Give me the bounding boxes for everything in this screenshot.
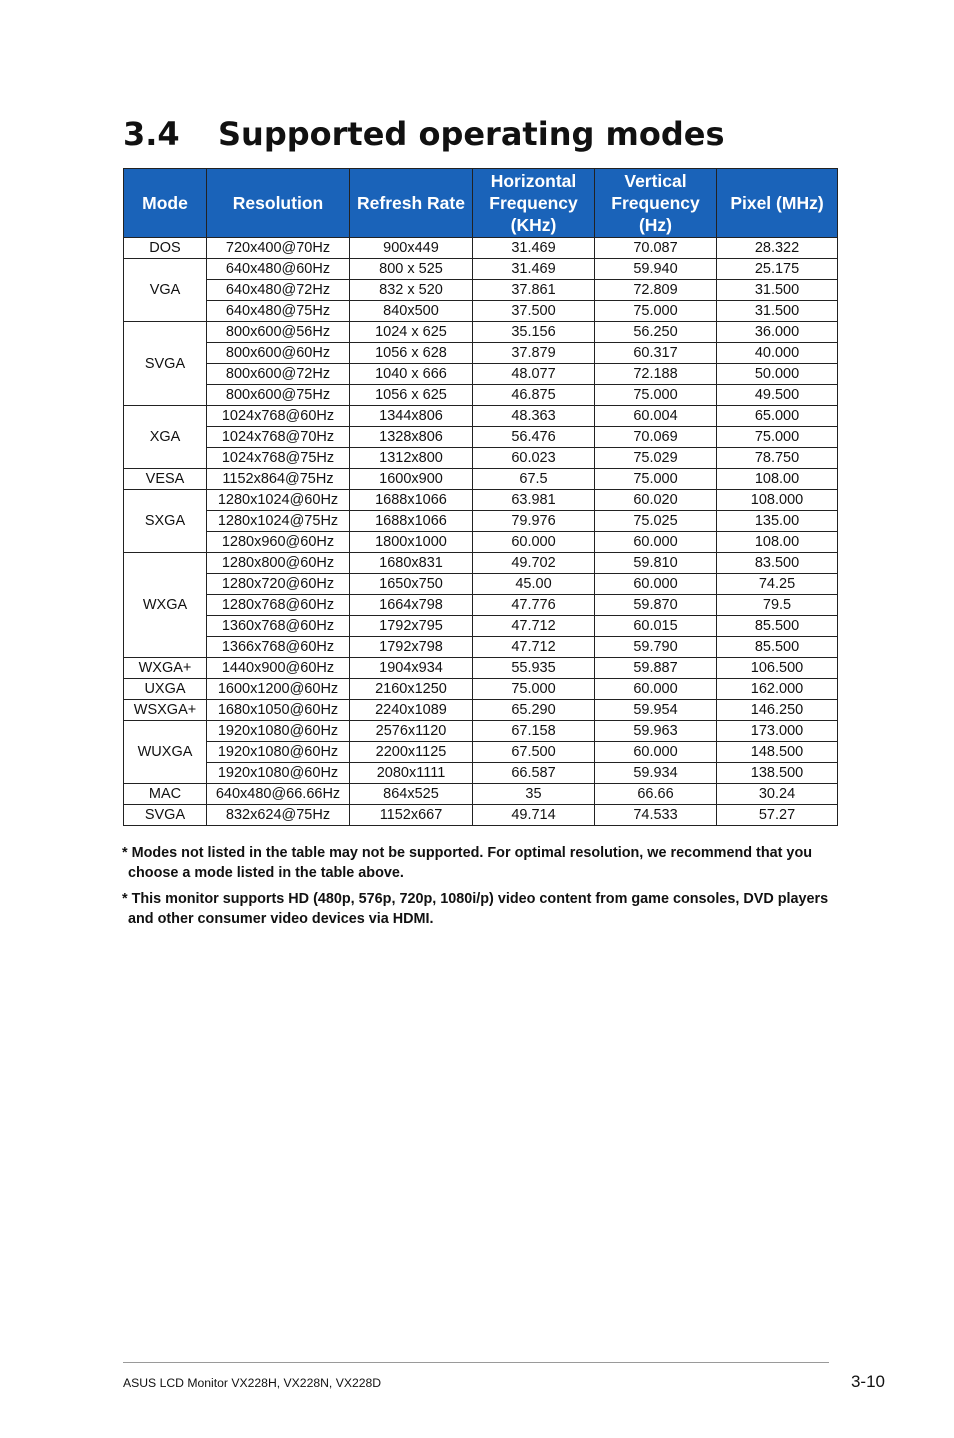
cell-resolution: 1366x768@60Hz [207, 637, 350, 658]
table-header [124, 169, 838, 238]
cell-pixel: 28.322 [717, 238, 838, 259]
cell-refresh-rate: 1800x1000 [350, 532, 473, 553]
cell-refresh-rate: 2240x1089 [350, 700, 473, 721]
table-row [124, 532, 838, 553]
cell-vertical-frequency: 59.963 [595, 721, 717, 742]
cell-refresh-rate: 1688x1066 [350, 490, 473, 511]
table-row [124, 784, 838, 805]
cell-pixel: 74.25 [717, 574, 838, 595]
cell-refresh-rate: 1056 x 625 [350, 385, 473, 406]
cell-pixel: 106.500 [717, 658, 838, 679]
table-row [124, 364, 838, 385]
cell-pixel: 40.000 [717, 343, 838, 364]
cell-horizontal-frequency: 63.981 [473, 490, 595, 511]
table-row [124, 721, 838, 742]
cell-horizontal-frequency: 67.158 [473, 721, 595, 742]
cell-horizontal-frequency: 67.5 [473, 469, 595, 490]
cell-vertical-frequency: 70.087 [595, 238, 717, 259]
table-row [124, 595, 838, 616]
header-resolution: Resolution [207, 169, 350, 238]
cell-refresh-rate: 2200x1125 [350, 742, 473, 763]
cell-mode: WSXGA+ [124, 700, 207, 721]
cell-vertical-frequency: 60.000 [595, 574, 717, 595]
cell-resolution: 1440x900@60Hz [207, 658, 350, 679]
header-vertical-frequency: Vertical Frequency (Hz) [595, 169, 717, 238]
cell-pixel: 50.000 [717, 364, 838, 385]
cell-refresh-rate: 1024 x 625 [350, 322, 473, 343]
cell-vertical-frequency: 59.810 [595, 553, 717, 574]
cell-horizontal-frequency: 56.476 [473, 427, 595, 448]
cell-horizontal-frequency: 79.976 [473, 511, 595, 532]
cell-vertical-frequency: 60.000 [595, 532, 717, 553]
cell-horizontal-frequency: 55.935 [473, 658, 595, 679]
table-row [124, 553, 838, 574]
cell-resolution: 1024x768@70Hz [207, 427, 350, 448]
table-row [124, 490, 838, 511]
cell-resolution: 1680x1050@60Hz [207, 700, 350, 721]
cell-resolution: 640x480@72Hz [207, 280, 350, 301]
section-title: Supported operating modes [218, 115, 725, 153]
cell-refresh-rate: 900x449 [350, 238, 473, 259]
cell-vertical-frequency: 60.000 [595, 679, 717, 700]
cell-vertical-frequency: 75.000 [595, 385, 717, 406]
cell-vertical-frequency: 74.533 [595, 805, 717, 826]
table-row [124, 280, 838, 301]
cell-pixel: 79.5 [717, 595, 838, 616]
cell-pixel: 148.500 [717, 742, 838, 763]
cell-resolution: 800x600@72Hz [207, 364, 350, 385]
cell-refresh-rate: 1600x900 [350, 469, 473, 490]
cell-pixel: 49.500 [717, 385, 838, 406]
cell-resolution: 1280x1024@75Hz [207, 511, 350, 532]
cell-vertical-frequency: 60.317 [595, 343, 717, 364]
cell-pixel: 31.500 [717, 280, 838, 301]
cell-pixel: 25.175 [717, 259, 838, 280]
header-refresh-rate: Refresh Rate [350, 169, 473, 238]
cell-refresh-rate: 840x500 [350, 301, 473, 322]
cell-vertical-frequency: 75.000 [595, 469, 717, 490]
table-row [124, 658, 838, 679]
footer-divider [123, 1362, 829, 1363]
section-number: 3.4 [123, 115, 180, 153]
cell-refresh-rate: 1344x806 [350, 406, 473, 427]
cell-vertical-frequency: 60.004 [595, 406, 717, 427]
cell-refresh-rate: 1904x934 [350, 658, 473, 679]
cell-vertical-frequency: 75.029 [595, 448, 717, 469]
cell-mode: WUXGA [124, 721, 207, 784]
cell-pixel: 65.000 [717, 406, 838, 427]
cell-resolution: 832x624@75Hz [207, 805, 350, 826]
table-row [124, 406, 838, 427]
cell-refresh-rate: 1792x798 [350, 637, 473, 658]
cell-pixel: 31.500 [717, 301, 838, 322]
cell-horizontal-frequency: 60.023 [473, 448, 595, 469]
cell-horizontal-frequency: 37.861 [473, 280, 595, 301]
cell-horizontal-frequency: 49.702 [473, 553, 595, 574]
cell-pixel: 108.000 [717, 490, 838, 511]
cell-resolution: 720x400@70Hz [207, 238, 350, 259]
header-mode: Mode [124, 169, 207, 238]
operating-modes-table [123, 168, 838, 826]
table-row [124, 385, 838, 406]
table-body [124, 238, 838, 826]
cell-horizontal-frequency: 46.875 [473, 385, 595, 406]
header-pixel: Pixel (MHz) [717, 169, 838, 238]
cell-mode: WXGA+ [124, 658, 207, 679]
cell-pixel: 108.00 [717, 532, 838, 553]
cell-horizontal-frequency: 60.000 [473, 532, 595, 553]
cell-horizontal-frequency: 65.290 [473, 700, 595, 721]
cell-resolution: 1280x720@60Hz [207, 574, 350, 595]
cell-resolution: 1280x1024@60Hz [207, 490, 350, 511]
cell-refresh-rate: 1056 x 628 [350, 343, 473, 364]
cell-refresh-rate: 1328x806 [350, 427, 473, 448]
table-row [124, 448, 838, 469]
page-title [123, 112, 725, 156]
cell-pixel: 138.500 [717, 763, 838, 784]
cell-resolution: 640x480@66.66Hz [207, 784, 350, 805]
cell-vertical-frequency: 75.025 [595, 511, 717, 532]
cell-refresh-rate: 2576x1120 [350, 721, 473, 742]
table-row [124, 616, 838, 637]
cell-resolution: 1280x960@60Hz [207, 532, 350, 553]
cell-vertical-frequency: 72.809 [595, 280, 717, 301]
cell-resolution: 1920x1080@60Hz [207, 763, 350, 784]
cell-pixel: 78.750 [717, 448, 838, 469]
footer-page-number: 3-10 [850, 1372, 885, 1391]
note-hd-support: * This monitor supports HD (480p, 576p, 720p, 1080i/p) video content from game consoles, DVD players and other consumer video devices via HDMI. [122, 891, 829, 927]
table-row [124, 574, 838, 595]
cell-resolution: 800x600@75Hz [207, 385, 350, 406]
table-row [124, 259, 838, 280]
cell-resolution: 800x600@56Hz [207, 322, 350, 343]
cell-horizontal-frequency: 75.000 [473, 679, 595, 700]
cell-pixel: 30.24 [717, 784, 838, 805]
cell-refresh-rate: 1688x1066 [350, 511, 473, 532]
cell-refresh-rate: 1650x750 [350, 574, 473, 595]
table-row [124, 301, 838, 322]
cell-horizontal-frequency: 35.156 [473, 322, 595, 343]
cell-refresh-rate: 832 x 520 [350, 280, 473, 301]
table-row [124, 679, 838, 700]
cell-refresh-rate: 2080x1111 [350, 763, 473, 784]
cell-vertical-frequency: 72.188 [595, 364, 717, 385]
cell-resolution: 1600x1200@60Hz [207, 679, 350, 700]
cell-mode: DOS [124, 238, 207, 259]
cell-resolution: 1920x1080@60Hz [207, 721, 350, 742]
cell-horizontal-frequency: 47.712 [473, 616, 595, 637]
cell-vertical-frequency: 70.069 [595, 427, 717, 448]
cell-vertical-frequency: 59.940 [595, 259, 717, 280]
cell-horizontal-frequency: 45.00 [473, 574, 595, 595]
table-row [124, 343, 838, 364]
cell-refresh-rate: 1152x667 [350, 805, 473, 826]
cell-resolution: 1024x768@60Hz [207, 406, 350, 427]
cell-pixel: 75.000 [717, 427, 838, 448]
cell-pixel: 83.500 [717, 553, 838, 574]
footer-product-name: ASUS LCD Monitor VX228H, VX228N, VX228D [123, 1376, 382, 1390]
cell-vertical-frequency: 60.015 [595, 616, 717, 637]
cell-mode: UXGA [124, 679, 207, 700]
table-row [124, 427, 838, 448]
table-row [124, 805, 838, 826]
table-row [124, 637, 838, 658]
cell-horizontal-frequency: 48.363 [473, 406, 595, 427]
cell-horizontal-frequency: 67.500 [473, 742, 595, 763]
cell-mode: VGA [124, 259, 207, 322]
header-row [124, 169, 838, 238]
table-row [124, 322, 838, 343]
cell-vertical-frequency: 59.954 [595, 700, 717, 721]
cell-horizontal-frequency: 31.469 [473, 259, 595, 280]
cell-mode: XGA [124, 406, 207, 469]
table-row [124, 742, 838, 763]
cell-mode: SXGA [124, 490, 207, 553]
cell-vertical-frequency: 60.020 [595, 490, 717, 511]
cell-pixel: 57.27 [717, 805, 838, 826]
table-row [124, 700, 838, 721]
cell-resolution: 640x480@75Hz [207, 301, 350, 322]
cell-resolution: 1152x864@75Hz [207, 469, 350, 490]
cell-resolution: 640x480@60Hz [207, 259, 350, 280]
cell-horizontal-frequency: 31.469 [473, 238, 595, 259]
cell-refresh-rate: 1040 x 666 [350, 364, 473, 385]
cell-vertical-frequency: 60.000 [595, 742, 717, 763]
cell-vertical-frequency: 59.870 [595, 595, 717, 616]
table-row [124, 469, 838, 490]
cell-vertical-frequency: 56.250 [595, 322, 717, 343]
cell-horizontal-frequency: 37.879 [473, 343, 595, 364]
cell-vertical-frequency: 66.66 [595, 784, 717, 805]
cell-vertical-frequency: 59.934 [595, 763, 717, 784]
cell-pixel: 173.000 [717, 721, 838, 742]
cell-vertical-frequency: 75.000 [595, 301, 717, 322]
cell-mode: MAC [124, 784, 207, 805]
cell-pixel: 85.500 [717, 616, 838, 637]
cell-pixel: 36.000 [717, 322, 838, 343]
cell-refresh-rate: 800 x 525 [350, 259, 473, 280]
cell-refresh-rate: 1792x795 [350, 616, 473, 637]
cell-refresh-rate: 2160x1250 [350, 679, 473, 700]
cell-refresh-rate: 864x525 [350, 784, 473, 805]
cell-refresh-rate: 1312x800 [350, 448, 473, 469]
cell-mode: VESA [124, 469, 207, 490]
cell-refresh-rate: 1680x831 [350, 553, 473, 574]
cell-horizontal-frequency: 66.587 [473, 763, 595, 784]
cell-horizontal-frequency: 48.077 [473, 364, 595, 385]
cell-pixel: 162.000 [717, 679, 838, 700]
table-row [124, 238, 838, 259]
cell-mode: WXGA [124, 553, 207, 658]
cell-pixel: 85.500 [717, 637, 838, 658]
cell-vertical-frequency: 59.887 [595, 658, 717, 679]
header-horizontal-frequency: Horizontal Frequency (KHz) [473, 169, 595, 238]
cell-refresh-rate: 1664x798 [350, 595, 473, 616]
cell-resolution: 1280x800@60Hz [207, 553, 350, 574]
cell-resolution: 1360x768@60Hz [207, 616, 350, 637]
table-row [124, 511, 838, 532]
cell-resolution: 1920x1080@60Hz [207, 742, 350, 763]
cell-horizontal-frequency: 37.500 [473, 301, 595, 322]
notes [122, 843, 834, 935]
cell-vertical-frequency: 59.790 [595, 637, 717, 658]
cell-horizontal-frequency: 49.714 [473, 805, 595, 826]
cell-pixel: 135.00 [717, 511, 838, 532]
cell-pixel: 108.00 [717, 469, 838, 490]
table-row [124, 763, 838, 784]
cell-horizontal-frequency: 47.712 [473, 637, 595, 658]
cell-resolution: 1280x768@60Hz [207, 595, 350, 616]
cell-horizontal-frequency: 47.776 [473, 595, 595, 616]
cell-mode: SVGA [124, 322, 207, 406]
cell-pixel: 146.250 [717, 700, 838, 721]
note-unlisted-modes: * Modes not listed in the table may not be supported. For optimal resolution, we recommend that you choose a mode listed in the table above. [122, 845, 813, 881]
cell-resolution: 1024x768@75Hz [207, 448, 350, 469]
cell-horizontal-frequency: 35 [473, 784, 595, 805]
cell-mode: SVGA [124, 805, 207, 826]
cell-resolution: 800x600@60Hz [207, 343, 350, 364]
